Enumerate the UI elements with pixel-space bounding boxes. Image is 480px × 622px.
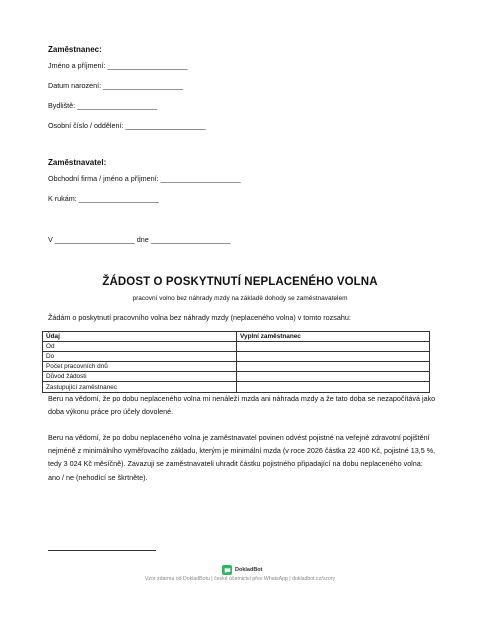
row-value-to[interactable] bbox=[237, 352, 430, 362]
chat-bubble-icon bbox=[222, 565, 232, 575]
table-row bbox=[43, 362, 430, 372]
row-label-days: Počet pracovních dnů bbox=[43, 362, 237, 372]
footer-text: Vzor zdarma od DokladBotu | české účetnictví přes WhatsApp | dokladbot.cz/vzory bbox=[144, 576, 336, 582]
table-row bbox=[43, 352, 430, 362]
table-row bbox=[43, 382, 430, 392]
logo-text: DokladBot bbox=[235, 567, 263, 573]
table-row bbox=[43, 372, 430, 382]
row-value-days[interactable] bbox=[237, 362, 430, 372]
table-header-field: Údaj bbox=[43, 332, 237, 342]
row-value-from[interactable] bbox=[237, 342, 430, 352]
employer-attention-line: K rukám: ____________________ bbox=[48, 194, 159, 203]
paragraph-wage: Beru na vědomí, že po dobu neplaceného volna mi nenáleží mzda ani náhrada mzdy a že tato doba se nezapočítává jako doba výkonu práce pro účely dovolené. bbox=[48, 394, 436, 417]
employee-heading: Zaměstnanec: bbox=[48, 45, 102, 54]
paragraph-insurance: Beru na vědomí, že po dobu neplaceného volna je zaměstnavatel povinen odvést pojistné na veřejné zdravotní pojištění nejméně z minimálního vyměřovacího základu, kterým je minimální mzda (v roce 2026 částka 22 400 Kč, pojistné 13,5 %, tedy 3 024 Kč měsíčně). Zavazuji se zaměstnavateli uhradit částku pojistného připadající na dobu neplaceného volna: ano / ne (nehodící se škrtněte). bbox=[48, 433, 436, 482]
row-label-to: Do bbox=[43, 352, 237, 362]
signature-line bbox=[48, 550, 156, 551]
intro-text: Žádám o poskytnutí pracovního volna bez náhrady mzdy (neplaceného volna) v tomto rozsahu: bbox=[48, 313, 351, 322]
employee-name-line: Jméno a příjmení: ____________________ bbox=[48, 61, 188, 70]
document-title: ŽÁDOST O POSKYTNUTÍ NEPLACENÉHO VOLNA bbox=[102, 276, 378, 288]
table-row bbox=[43, 342, 430, 352]
row-value-substitute[interactable] bbox=[237, 382, 430, 392]
employer-company-line: Obchodní firma / jméno a příjmení: ____________________ bbox=[48, 174, 241, 183]
request-table bbox=[42, 331, 430, 393]
document-subtitle: pracovní volno bez náhrady mzdy na základě dohody se zaměstnavatelem bbox=[132, 295, 348, 302]
table-header-fill: Vyplní zaměstnanec bbox=[237, 332, 430, 342]
employer-heading: Zaměstnavatel: bbox=[48, 158, 107, 167]
row-label-from: Od bbox=[43, 342, 237, 352]
employee-birth-line: Datum narození: ____________________ bbox=[48, 81, 184, 90]
row-label-substitute: Zastupující zaměstnanec bbox=[43, 382, 237, 392]
row-label-reason: Důvod žádosti bbox=[43, 372, 237, 382]
employee-address-line: Bydliště: ____________________ bbox=[48, 101, 158, 110]
employee-personal-no-line: Osobní číslo / oddělení: ____________________ bbox=[48, 121, 206, 130]
row-value-reason[interactable] bbox=[237, 372, 430, 382]
table-header-row bbox=[43, 332, 430, 342]
place-date-line: V ____________________ dne ____________________ bbox=[48, 235, 231, 244]
dokladbot-logo bbox=[222, 565, 263, 575]
